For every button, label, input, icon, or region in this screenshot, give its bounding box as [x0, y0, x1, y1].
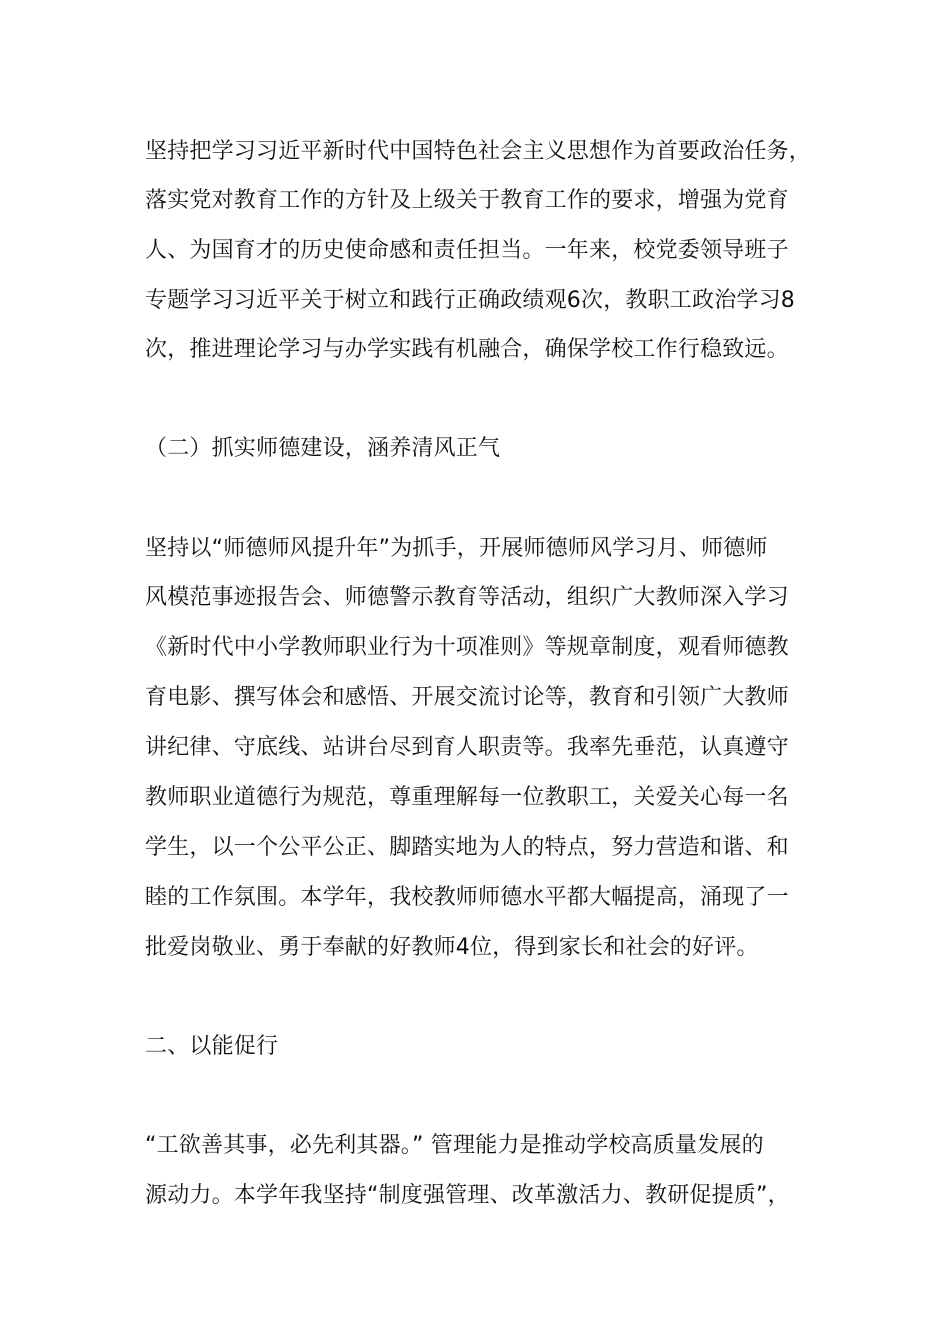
paragraph-line: “工欲善其事，必先利其器。” 管理能力是推动学校高质量发展的 [145, 1133, 764, 1158]
paragraph-line: 专题学习习近平关于树立和践行正确政绩观6次，教职工政治学习8 [145, 288, 795, 313]
paragraph-line: 坚持以“师德师风提升年”为抓手，开展师德师风学习月、师德师 [145, 536, 768, 561]
paragraph-line: 睦的工作氛围。本学年，我校教师师德水平都大幅提高，涌现了一 [145, 885, 789, 910]
paragraph-line: 学生，以一个公平公正、脚踏实地为人的特点，努力营造和谐、和 [145, 835, 789, 860]
paragraph-line: 落实党对教育工作的方针及上级关于教育工作的要求，增强为党育 [145, 188, 789, 213]
paragraph-line: 《新时代中小学教师职业行为十项准则》等规章制度，观看师德教 [145, 635, 789, 660]
paragraph-line: 讲纪律、守底线、站讲台尽到育人职责等。我率先垂范，认真遵守 [145, 735, 789, 760]
paragraph-line: 源动力。本学年我坚持“制度强管理、改革激活力、教研促提质”， [145, 1183, 790, 1208]
section-heading: 二、以能促行 [145, 1034, 279, 1059]
paragraph-line: 风模范事迹报告会、师德警示教育等活动，组织广大教师深入学习 [145, 585, 789, 610]
paragraph-line: 人、为国育才的历史使命感和责任担当。一年来，校党委领导班子 [145, 238, 789, 263]
paragraph-line: 教师职业道德行为规范，尊重理解每一位教职工，关爱关心每一名 [145, 785, 789, 810]
paragraph-line: 坚持把学习习近平新时代中国特色社会主义思想作为首要政治任务， [145, 139, 812, 164]
section-heading: （二）抓实师德建设，涵养清风正气 [145, 436, 501, 461]
paragraph-line: 次，推进理论学习与办学实践有机融合，确保学校工作行稳致远。 [145, 337, 789, 362]
paragraph-line: 批爱岗敬业、勇于奉献的好教师4位，得到家长和社会的好评。 [145, 935, 759, 960]
paragraph-line: 育电影、撰写体会和感悟、开展交流讨论等，教育和引领广大教师 [145, 685, 789, 710]
